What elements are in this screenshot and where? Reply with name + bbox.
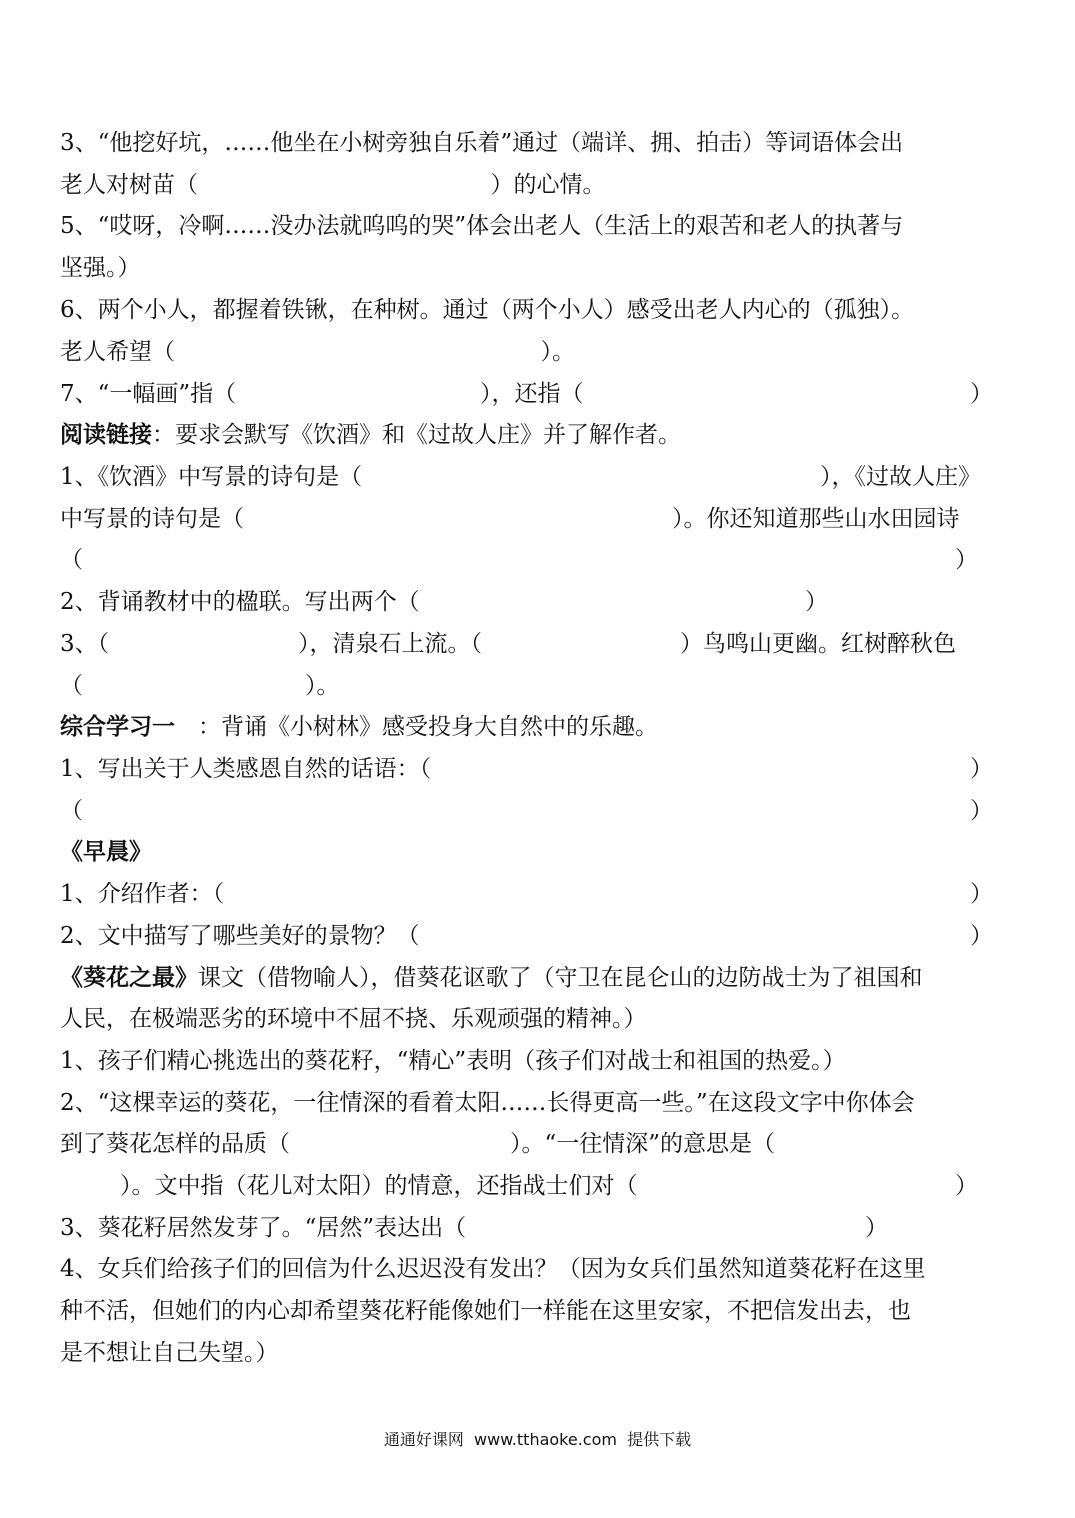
line-q3-cont: 老人对树苗（ ）的心情。 (60, 172, 606, 198)
line-sunflower-cont: 人民，在极端恶劣的环境中不屈不挠、乐观顽强的精神。） (60, 1006, 647, 1032)
sunflower-description: 课文（借物喻人），借葵花讴歌了（守卫在昆仑山的边防战士为了祖国和 (198, 965, 923, 991)
section-heading-integrated-study: 综合学习一 (60, 713, 175, 740)
q7-part2: ），还指（ (480, 381, 584, 407)
reading-link-description: ：要求会默写《饮酒》和《过故人庄》并了解作者。 (152, 422, 681, 448)
line-q5: 5、“哎呀，冷啊……没办法就呜呜的哭”体会出老人（生活上的艰苦和老人的执著与 (60, 213, 904, 239)
is-q1-part1: 1、写出关于人类感恩自然的话语：（ (60, 756, 432, 782)
line-q6: 6、两个小人，都握着铁锹，在种树。通过（两个小人）感受出老人内心的（孤独）。 (60, 297, 915, 323)
rl-q1-part1: 1、《饮酒》中写景的诗句是（ (60, 464, 363, 490)
is-q1-part2: ） (970, 756, 993, 782)
line-rl-q3 (60, 623, 990, 665)
sf-q2-cont2-part2: ） (955, 1173, 978, 1199)
line-sf-q3 (60, 1207, 990, 1249)
is-blank-open: （ (60, 798, 83, 824)
rl-q3-cont-close: ）。 (305, 673, 340, 699)
integrated-study-description: ：背诵《小树林》感受投身大自然中的乐趣。 (198, 714, 658, 740)
section-heading-reading-link: 阅读链接 (60, 421, 152, 448)
rl-q3-part2: ），清泉石上流。（ (298, 631, 482, 657)
line-sf-q4-cont: 种不活，但她们的内心却希望葵花籽能像她们一样能在这里安家，不把信发出去，也 (60, 1298, 911, 1324)
morning-q1-part2: ） (970, 881, 993, 907)
morning-q2-part1: 2、文中描写了哪些美好的景物？（ (60, 923, 420, 949)
rl-q3-part3: ）鸟鸣山更幽。红树醉秋色 (680, 631, 956, 657)
sf-q3-part2: ） (865, 1215, 888, 1241)
line-is-q1 (60, 748, 993, 790)
sf-q3-part1: 3、葵花籽居然发芽了。“居然”表达出（ (60, 1215, 467, 1241)
rl-q2-part2: ） (805, 589, 828, 615)
line-q3: 3、“他挖好坑，……他坐在小树旁独自乐着”通过（端详、拥、拍击）等词语体会出 (60, 130, 904, 156)
sf-q2-part1: 到了葵花怎样的品质（ (60, 1131, 290, 1157)
section-heading-sunflower: 《葵花之最》 (60, 964, 198, 991)
rl-blank-close: ） (955, 547, 978, 573)
line-sf-q4: 4、女兵们给孩子们的回信为什么迟迟没有发出？（因为女兵们虽然知道葵花籽在这里 (60, 1256, 926, 1282)
section-reading-link (60, 414, 990, 456)
line-rl-q1-cont (60, 498, 990, 540)
morning-q1-part1: 1、介绍作者：（ (60, 881, 225, 907)
rl-q1-part2: ），《过故人庄》 (820, 464, 981, 490)
line-morning-q2 (60, 915, 993, 957)
section-heading-morning: 《早晨》 (60, 838, 152, 865)
line-sf-q1: 1、孩子们精心挑选出的葵花籽，“精心”表明（孩子们对战士和祖国的热爱。） (60, 1048, 846, 1074)
line-sf-q2: 2、“这棵幸运的葵花，一往情深的看着太阳……长得更高一些。”在这段文字中你体会 (60, 1090, 915, 1116)
line-q6-cont: 老人希望（ ）。 (60, 339, 576, 365)
is-blank-close: ） (970, 798, 993, 824)
line-sf-q4-cont2: 是不想让自己失望。） (60, 1340, 279, 1366)
line-q7 (60, 373, 993, 415)
section-sunflower (60, 957, 990, 999)
line-is-q1-blank (60, 790, 993, 832)
rl-q3-part1: 3、（ (60, 631, 110, 657)
q7-part1: 7、“一幅画”指（ (60, 381, 237, 407)
line-sf-q2-cont (60, 1123, 990, 1165)
rl-blank-open: （ (60, 547, 83, 573)
line-rl-q3-cont (60, 665, 990, 707)
line-rl-q2 (60, 581, 990, 623)
page-footer: 通通好课网 www.tthaoke.com 提供下载 (383, 1430, 692, 1449)
rl-q3-cont-open: （ (60, 673, 83, 699)
line-sf-q2-cont2 (60, 1165, 990, 1207)
section-integrated-study (60, 706, 990, 748)
line-morning-q1 (60, 873, 993, 915)
q7-part3: ） (970, 381, 993, 407)
line-rl-q1-blank (60, 539, 990, 581)
sf-q2-cont2-part1: ）。文中指（花儿对太阳）的情意，还指战士们对（ (120, 1173, 638, 1199)
rl-q1-cont-part2: ）。你还知道那些山水田园诗 (672, 506, 960, 532)
morning-q2-part2: ） (970, 923, 993, 949)
sf-q2-part2: ）。“一往情深”的意思是（ (510, 1131, 776, 1157)
line-rl-q1 (60, 456, 990, 498)
rl-q2-part1: 2、背诵教材中的楹联。写出两个（ (60, 589, 420, 615)
rl-q1-cont-part1: 中写景的诗句是（ (60, 506, 244, 532)
line-q5-cont: 坚强。） (60, 255, 141, 281)
